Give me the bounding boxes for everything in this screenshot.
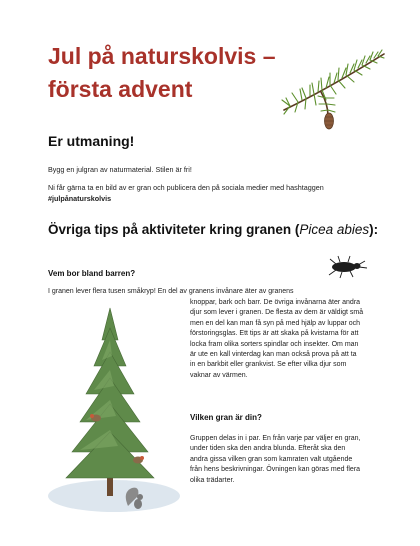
challenge-text: Bygg en julgran av naturmaterial. Stilen är fri! [48, 165, 192, 174]
text-line: knoppar, bark och barr. De övriga invånarna äter andra [190, 299, 361, 306]
section-text-which-spruce [190, 434, 400, 486]
section-heading-who-lives: Vem bor bland barren? [48, 269, 136, 278]
text-line: in en barkbit eller grankvist. Se efter vilka djur som [190, 361, 347, 369]
title-line-2: första advent [48, 76, 193, 102]
text-line: från hens beskrivningar. Övningen kan göras med flera [190, 466, 361, 474]
section-text-who-lives [190, 298, 400, 381]
spruce-tree-illustration [36, 300, 186, 520]
snow-ground [48, 480, 180, 512]
text-line: djur som lever i granen. De flesta av dem är väldigt små [190, 309, 364, 317]
tips-heading-suffix: ): [369, 222, 379, 237]
page-title [48, 40, 288, 106]
hashtag: #julpånaturskolvis [48, 194, 112, 203]
text-line: men en del kan man få syn på med hjälp av luppar och [190, 319, 361, 327]
text-line: under tiden ska den andra blunda. Efteråt ska den [190, 445, 346, 453]
text-line: är ute en kall vinterdag kan man också prova på att ta [190, 351, 357, 359]
tips-heading-latin: Picea abies [299, 222, 370, 237]
text-line: olika trädarter. [190, 476, 235, 484]
spruce-branch-icon [276, 40, 394, 130]
section-heading-which-spruce: Vilken gran är din? [190, 413, 262, 422]
tips-heading-prefix: Övriga tips på aktiviteter kring granen ( [48, 222, 300, 237]
section-text-first-line: I granen lever flera tusen småkryp! En del av granens invånare äter av granens [48, 288, 294, 295]
beetle-icon [322, 254, 368, 280]
text-line: Gruppen delas in i par. En från varje par väljer en gran, [190, 435, 361, 442]
text-line: locka fram olika sorters spindlar och insekter. Om man [190, 340, 359, 348]
text-line: andra gissa vilken gran som kamraten valt utgående [190, 455, 353, 463]
challenge-share-sentence: Ni får gärna ta en bild av er gran och publicera den på sociala medier med hashtaggen [48, 183, 324, 192]
challenge-heading: Er utmaning! [48, 133, 135, 149]
challenge-share-text [48, 182, 368, 204]
tips-heading [48, 222, 388, 237]
title-line-1: Jul på naturskolvis – [48, 43, 276, 69]
text-line: vaknar av värmen. [190, 371, 248, 379]
text-line: förstoringsglas. Ett tips är att skaka på kvistarna för att [190, 330, 359, 338]
